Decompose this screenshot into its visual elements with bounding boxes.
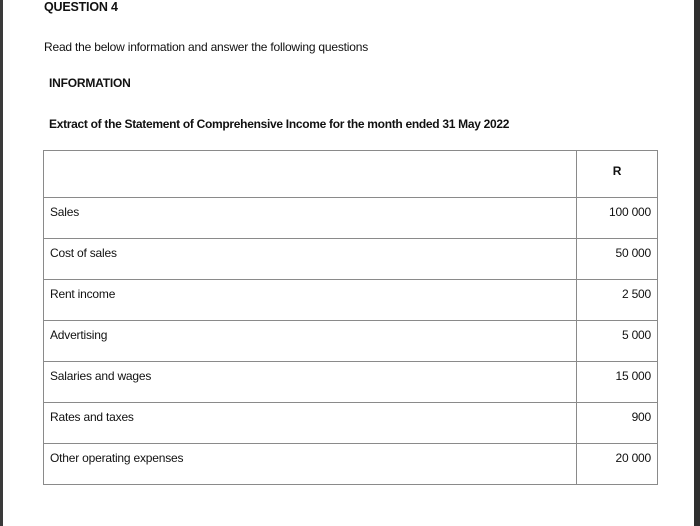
row-amount: 20 000 xyxy=(615,451,651,465)
statement-title: Extract of the Statement of Comprehensive Income for the month ended 31 May 2022 xyxy=(49,117,510,131)
header-label-cell xyxy=(44,151,577,198)
row-label-cell xyxy=(44,239,577,280)
income-statement-table xyxy=(43,150,658,485)
row-label-cell xyxy=(44,362,577,403)
row-amount: 50 000 xyxy=(615,246,651,260)
table-row xyxy=(44,362,658,403)
table-header-row xyxy=(44,151,658,198)
row-amount-cell xyxy=(577,198,658,239)
left-edge-border xyxy=(0,0,3,526)
row-amount-cell xyxy=(577,321,658,362)
table-row xyxy=(44,198,658,239)
information-heading: INFORMATION xyxy=(49,76,131,90)
row-amount: 15 000 xyxy=(615,369,651,383)
row-amount: 5 000 xyxy=(621,328,651,342)
row-label: Cost of sales xyxy=(50,246,117,260)
row-label-cell xyxy=(44,321,577,362)
row-amount-cell xyxy=(577,280,658,321)
table-row xyxy=(44,321,658,362)
row-label: Other operating expenses xyxy=(50,451,184,465)
row-label: Salaries and wages xyxy=(50,369,152,383)
row-label: Sales xyxy=(50,205,80,219)
table-row xyxy=(44,239,658,280)
row-amount-cell xyxy=(577,444,658,485)
table-row xyxy=(44,444,658,485)
table-row xyxy=(44,403,658,444)
row-label-cell xyxy=(44,198,577,239)
row-label-cell xyxy=(44,403,577,444)
table-row xyxy=(44,280,658,321)
currency-header: R xyxy=(577,151,658,198)
row-amount: 100 000 xyxy=(609,205,651,219)
row-amount: 900 xyxy=(631,410,651,424)
row-amount-cell xyxy=(577,239,658,280)
right-edge-border xyxy=(694,0,700,526)
row-label-cell xyxy=(44,280,577,321)
row-label: Advertising xyxy=(50,328,108,342)
question-title: QUESTION 4 xyxy=(44,0,118,14)
row-label-cell xyxy=(44,444,577,485)
row-label: Rent income xyxy=(50,287,116,301)
row-amount-cell xyxy=(577,362,658,403)
row-amount: 2 500 xyxy=(621,287,651,301)
instruction-text: Read the below information and answer the following questions xyxy=(44,40,369,54)
row-amount-cell xyxy=(577,403,658,444)
row-label: Rates and taxes xyxy=(50,410,134,424)
